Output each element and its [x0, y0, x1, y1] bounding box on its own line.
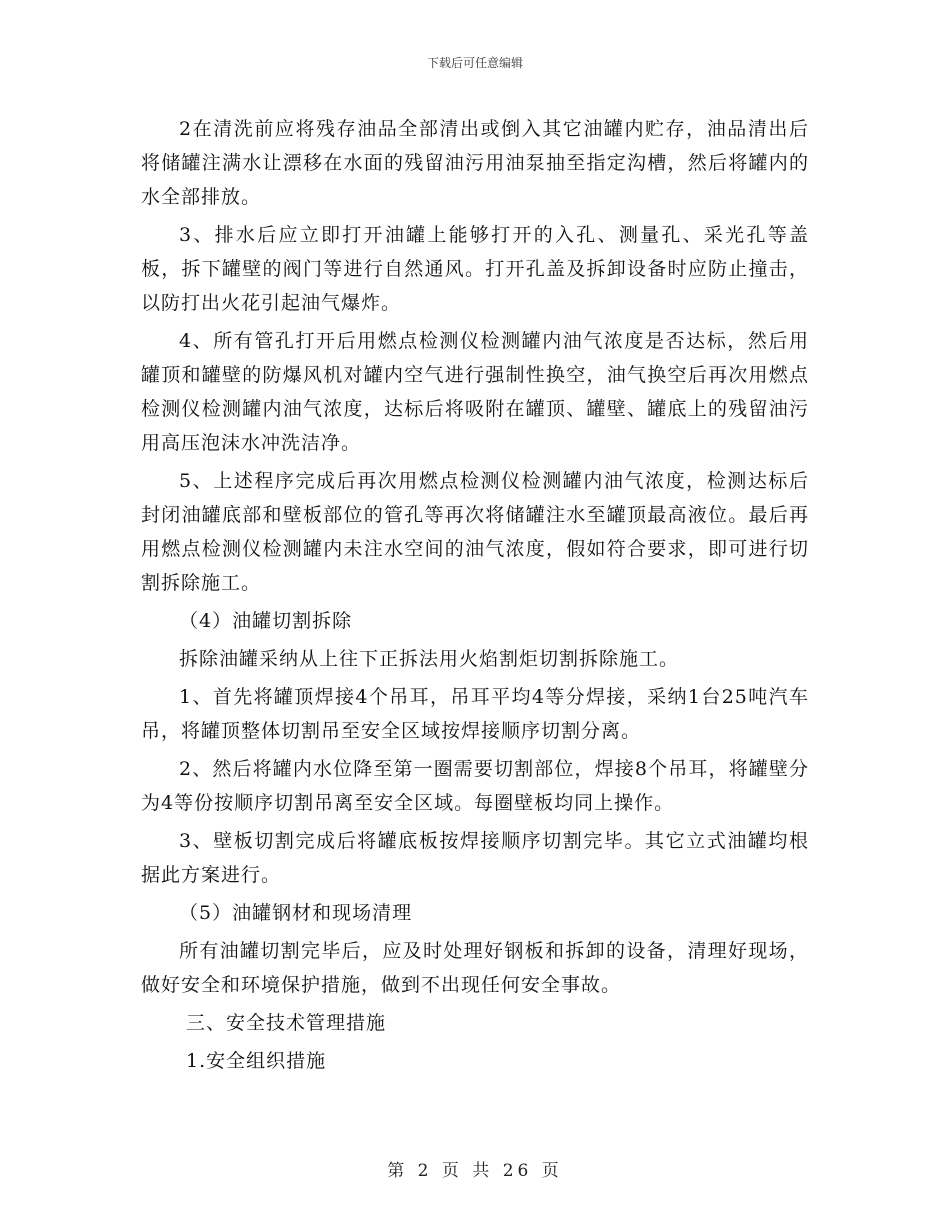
chapter-heading: 三、安全技术管理措施	[186, 1012, 387, 1034]
section-heading: （4）油罐切割拆除	[179, 610, 353, 632]
paragraph: 5、上述程序完成后再次用燃点检测仪检测罐内油气浓度，检测达标后封闭油罐底部和壁板部位的管孔等再次将储罐注水至罐顶最高液位。最后再用燃点检测仪检测罐内未注水空间的油气浓度，假如符合要求，即可进行切割拆除施工。	[141, 470, 809, 594]
document-body	[141, 112, 809, 1078]
paragraph: 4、所有管孔打开后用燃点检测仪检测罐内油气浓度是否达标，然后用罐顶和罐壁的防爆风机对罐内空气进行强制性换空，油气换空后再次用燃点检测仪检测罐内油气浓度，达标后将吸附在罐顶、罐壁、罐底上的残留油污用高压泡沫水冲洗洁净。	[141, 330, 809, 454]
paragraph: 2、然后将罐内水位降至第一圈需要切割部位，焊接8个吊耳，将罐壁分为4等份按顺序切割吊离至安全区域。每圈壁板均同上操作。	[141, 758, 809, 814]
section-heading: （5）油罐钢材和现场清理	[179, 902, 413, 924]
paragraph: 拆除油罐采纳从上往下正拆法用火焰割炬切割拆除施工。	[179, 648, 680, 670]
paragraph: 1、首先将罐顶焊接4个吊耳，吊耳平均4等分焊接，采纳1台25吨汽车吊，将罐顶整体切割吊至安全区域按焊接顺序切割分离。	[141, 686, 809, 742]
paragraph: 所有油罐切割完毕后，应及时处理好钢板和拆卸的设备，清理好现场，做好安全和环境保护措施，做到不出现任何安全事故。	[141, 940, 809, 996]
paragraph: 3、壁板切割完成后将罐底板按焊接顺序切割完毕。其它立式油罐均根据此方案进行。	[141, 830, 809, 886]
page-number-footer: 第 2 页 共 26 页	[387, 1161, 563, 1181]
paragraph: 2在清洗前应将残存油品全部清出或倒入其它油罐内贮存，油品清出后将储罐注满水让漂移在水面的残留油污用油泵抽至指定沟槽，然后将罐内的水全部排放。	[141, 118, 809, 208]
subsection-heading: 1.安全组织措施	[186, 1050, 327, 1072]
page-header: 下载后可任意编辑	[426, 56, 523, 70]
paragraph: 3、排水后应立即打开油罐上能够打开的入孔、测量孔、采光孔等盖板，拆下罐壁的阀门等进行自然通风。打开孔盖及拆卸设备时应防止撞击，以防打出火花引起油气爆炸。	[141, 224, 809, 314]
